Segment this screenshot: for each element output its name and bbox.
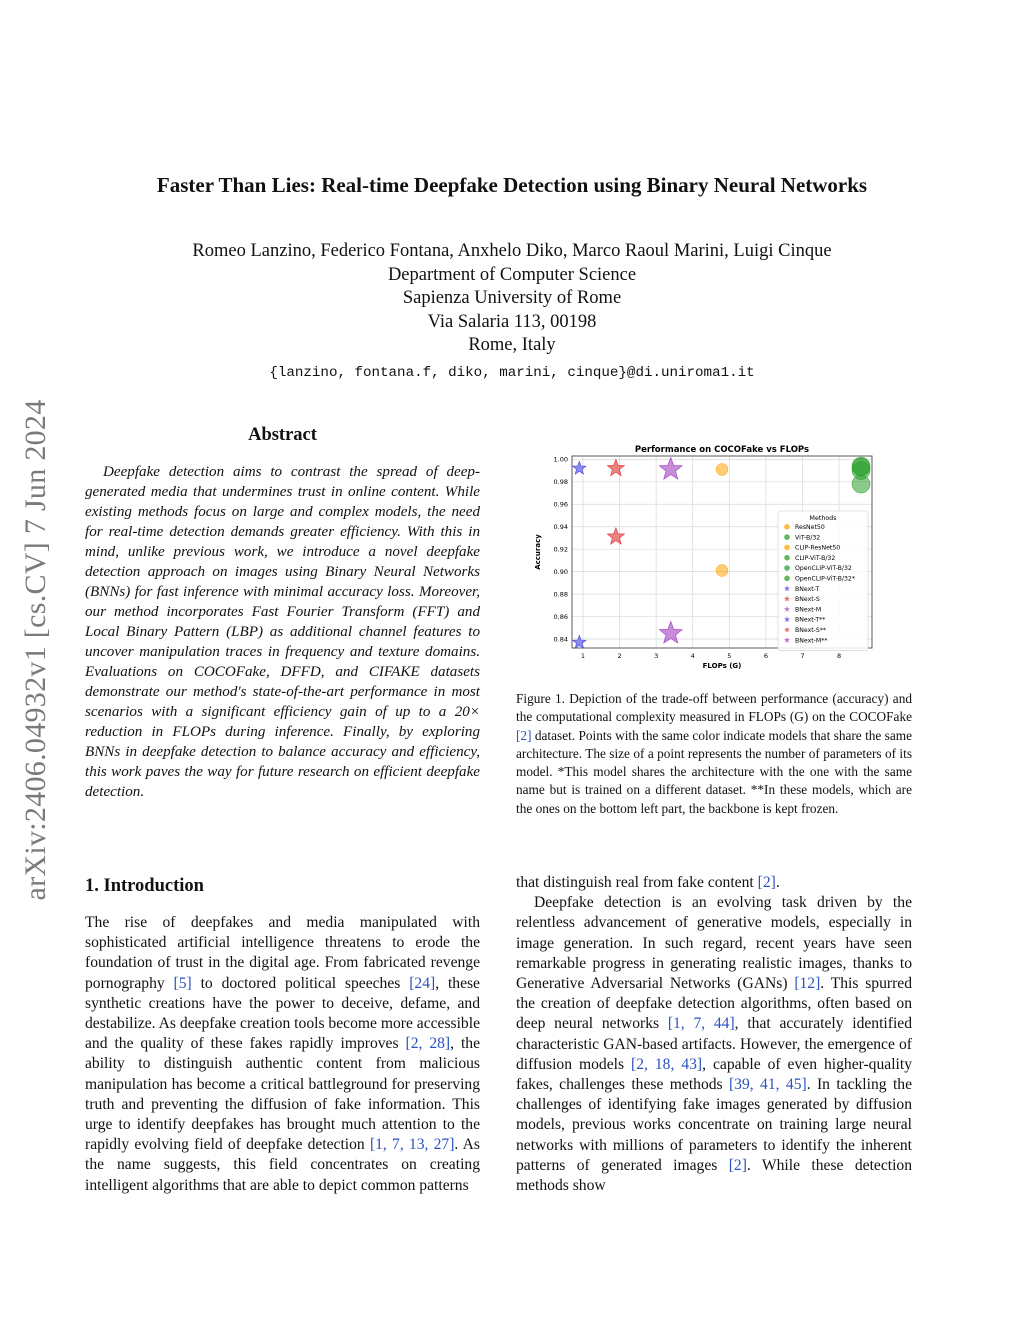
citation-link[interactable]: [1, 7, 13, 27] <box>369 1136 455 1154</box>
x-axis-label: FLOPs (G) <box>702 662 742 670</box>
y-tick-label: 0.84 <box>553 635 568 644</box>
legend-label: BNext-T** <box>795 616 826 624</box>
author-emails: {lanzino, fontana.f, diko, marini, cinque}@di.uniroma1.it <box>269 364 755 381</box>
figure-1-chart <box>530 443 875 671</box>
citation-link[interactable]: [39, 41, 45] <box>728 1076 807 1094</box>
intro-text: , these synthetic creations have the power to deceive, defame, and destabilize. As deepfake creation tools become more accessible and the quality of these fakes rapidly improves <box>85 974 480 1053</box>
y-tick-label: 0.96 <box>553 500 568 509</box>
legend-label: BNext-S <box>795 596 820 604</box>
citation-link[interactable]: [1, 7, 44] <box>667 1015 735 1033</box>
legend-label: ResNet50 <box>795 524 825 531</box>
legend-marker <box>784 534 790 540</box>
legend-marker <box>784 555 790 561</box>
citation-link[interactable]: [2] <box>728 1156 747 1174</box>
introduction-left-text <box>85 913 480 1196</box>
citation-link[interactable]: [2, 18, 43] <box>631 1055 703 1073</box>
introduction-right-text <box>516 873 912 1196</box>
x-tick-label: 8 <box>837 652 842 660</box>
legend-label: ViT-B/32 <box>795 534 821 542</box>
intro-text: to doctored political speeches <box>191 974 410 992</box>
x-tick-label: 2 <box>617 652 622 660</box>
legend-label: BNext-S** <box>795 627 827 634</box>
legend-marker <box>784 545 790 551</box>
data-point-circle <box>716 463 728 475</box>
legend-label: CLIP-ResNet50 <box>795 544 841 552</box>
affiliation-department: Department of Computer Science <box>387 264 637 285</box>
legend-label: BNext-M <box>795 606 822 614</box>
citation-link[interactable]: [2, 28] <box>405 1035 451 1053</box>
y-tick-label: 1.00 <box>553 455 568 464</box>
y-tick-label: 0.86 <box>553 612 568 621</box>
abstract-heading: Abstract <box>248 425 317 445</box>
citation-link[interactable]: [2] <box>757 874 776 891</box>
intro-text: . This spurred the creation of deepfake detection algorithms, often based on deep neural networks <box>516 975 912 1033</box>
arxiv-identifier: arXiv:2406.04932v1 [cs.CV] 7 Jun 2024 <box>19 399 52 901</box>
intro-text: , that accurately identified characteristic GAN-based artifacts. However, the emergence of diffusion models <box>516 1015 912 1073</box>
intro-text: . While these detection methods show <box>516 1156 913 1195</box>
chart-title: Performance on COCOFake vs FLOPs <box>634 445 810 455</box>
data-point-circle <box>852 475 870 493</box>
intro-text: . As the name suggests, this field concentrates on creating intelligent algorithms that are able to depict common patterns <box>85 1136 480 1194</box>
citation-link[interactable]: [24] <box>409 974 436 992</box>
x-tick-label: 6 <box>763 652 768 660</box>
citation-link[interactable]: [12] <box>794 975 821 993</box>
y-tick-label: 0.92 <box>553 545 568 554</box>
intro-right-paragraph-1 <box>516 873 912 893</box>
y-tick-label: 0.90 <box>553 567 568 576</box>
abstract-section <box>85 425 480 802</box>
intro-text: Deepfake detection is an evolving task driven by the relentless advancement of generative models, especially in image generation. In such regard, recent years have seen remarkable progress in generating realistic images, thanks to Generative Adversarial Networks (GANs) <box>516 894 912 993</box>
intro-text: The rise of deepfakes and media manipulated with sophisticated artificial intelligence threatens to erode the foundation of trust in the digital age. From fabricated revenge pornography <box>85 914 480 992</box>
figure-1-caption <box>516 690 912 818</box>
data-point-circle <box>716 565 728 577</box>
intro-text: , capable of even higher-quality fakes, challenges these methods <box>516 1055 912 1094</box>
arxiv-stamp <box>18 370 54 930</box>
y-tick-label: 0.94 <box>553 523 568 532</box>
legend-marker <box>784 524 790 530</box>
intro-text: , the ability to distinguish authentic content from malicious manipulation has become a critical battleground for preserving truth and preventing the diffusion of fake information. This urge to identify deepfakes has brought much attention to the rapidly evolving field of deepfake detection <box>85 1035 480 1154</box>
caption-text-b: dataset. Points with the same color indicate models that share the same architecture. The size of a point represents the number of parameters of its model. *This model shares the architecture with the one with the same name but is trained on a different dataset. **In these models, which are the ones on the bottom left part, the backbone is kept frozen. <box>516 727 912 816</box>
x-tick-label: 7 <box>800 652 805 660</box>
intro-text: that distinguish real from fake content <box>516 874 758 891</box>
x-tick-label: 1 <box>580 652 586 660</box>
author-list: Romeo Lanzino, Federico Fontana, Anxhelo Diko, Marco Raoul Marini, Luigi Cinque <box>192 241 832 261</box>
affiliation-city: Rome, Italy <box>468 335 556 355</box>
legend-label: OpenCLIP-ViT-B/32 <box>795 565 852 573</box>
y-tick-label: 0.88 <box>553 590 568 599</box>
y-tick-label: 0.98 <box>553 478 568 487</box>
intro-text: . In tackling the challenges of identifying fake images generated by diffusion models, previous works concentrate on training large neural networks with millions of parameters to identify the inherent patterns of generated images <box>516 1076 912 1174</box>
introduction-heading: 1. Introduction <box>85 876 204 896</box>
y-axis-label: Accuracy <box>534 534 542 570</box>
legend-label: CLIP-ViT-B/32 <box>795 554 836 562</box>
x-tick-label: 3 <box>654 652 659 660</box>
legend-marker <box>784 565 790 571</box>
legend-title: Methods <box>809 515 837 522</box>
x-tick-label: 5 <box>727 652 732 660</box>
legend-label: BNext-M** <box>795 637 828 645</box>
affiliation-university: Sapienza University of Rome <box>402 288 622 308</box>
intro-text: . <box>775 874 780 891</box>
citation-link[interactable]: [2] <box>516 727 532 743</box>
intro-right-paragraph-2 <box>516 893 912 1196</box>
citation-link[interactable]: [5] <box>173 974 192 992</box>
affiliation-street: Via Salaria 113, 00198 <box>427 311 597 332</box>
legend-marker <box>784 576 790 582</box>
author-block <box>0 240 1024 385</box>
scatter-plot <box>530 443 875 671</box>
legend-label: BNext-T <box>795 585 820 593</box>
data-point-circle <box>852 457 870 475</box>
caption-text-a: Figure 1. Depiction of the trade-off between performance (accuracy) and the computational complexity measured in FLOPs (G) on the COCOFake <box>516 691 912 725</box>
paper-title: Faster Than Lies: Real-time Deepfake Detection using Binary Neural Networks <box>156 173 868 197</box>
x-tick-label: 4 <box>690 652 695 660</box>
abstract-text: Deepfake detection aims to contrast the spread of deep-generated media that undermines trust in online content. While existing methods focus on large and complex models, the need for real-time detection demands greater efficiency. With this in mind, unlike previous work, we introduce a novel deepfake detection approach on images using Binary Neural Networks (BNNs) for fast inference with minimal accuracy loss. Moreover, our method incorporates Fast Fourier Transform (FFT) and Local Binary Pattern (LBP) as additional channel features to uncover manipulation traces in frequency and texture domains. Evaluations on COCOFake, DFFD, and CIFAKE datasets demonstrate our method's state-of-the-art performance in most scenarios with a significant efficiency gain of up to a 20× reduction in FLOPs during inference. Finally, by exploring BNNs in deepfake detection to balance accuracy and efficiency, this work paves the way for future research on efficient deepfake detection. <box>85 464 480 800</box>
legend-label: OpenCLIP-ViT-B/32* <box>795 575 855 583</box>
